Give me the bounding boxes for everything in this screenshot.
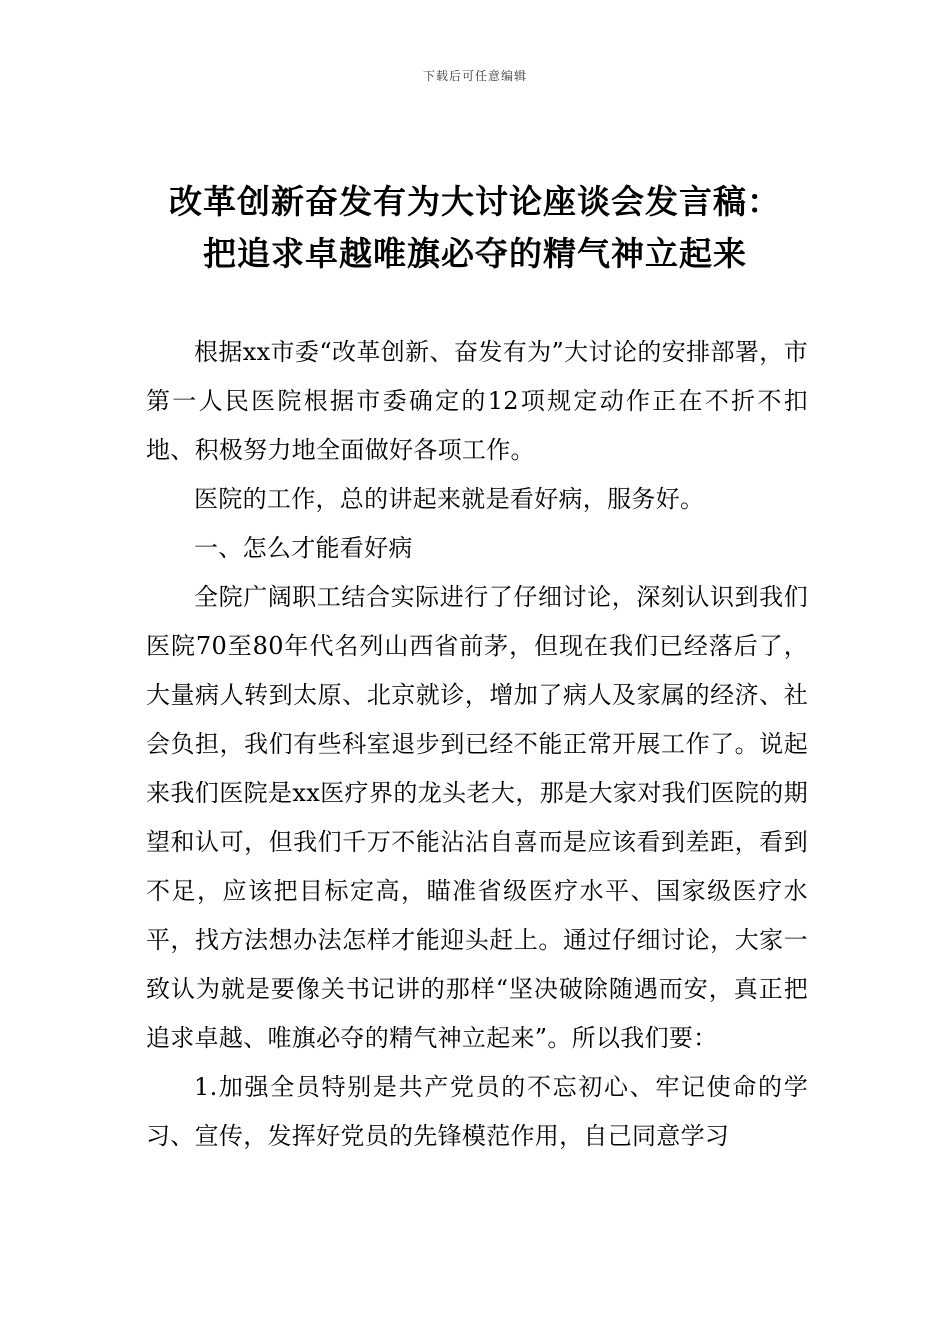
paragraph-intro: 根据xx市委“改革创新、奋发有为”大讨论的安排部署，市第一人民医院根据市委确定的12项规定动作正在不折不扣地、积极努力地全面做好各项工作。: [146, 338, 808, 464]
paragraph-discussion: 全院广阔职工结合实际进行了仔细讨论，深刻认识到我们医院70至80年代名列山西省前茅，但现在我们已经落后了，大量病人转到太原、北京就诊，增加了病人及家属的经济、社会负担，我们有些科室退步到已经不能正常开展工作了。说起来我们医院是xx医疗界的龙头老大，那是大家对我们医院的期望和认可，但我们千万不能沾沾自喜而是应该看到差距，看到不足，应该把目标定高，瞄准省级医疗水平、国家级医疗水平，找方法想办法怎样才能迎头赶上。通过仔细讨论，大家一致认为就是要像关书记讲的那样“坚决破除随遇而安，真正把追求卓越、唯旗必夺的精气神立起来”。所以我们要：: [146, 583, 808, 1052]
title-line-1: 改革创新奋发有为大讨论座谈会发言稿：: [169, 182, 781, 221]
header-note: 下载后可任意编辑: [422, 69, 527, 83]
list-item-1: 1.加强全员特别是共产党员的不忘初心、牢记使命的学习、宣传，发挥好党员的先锋模范作用，自己同意学习: [146, 1073, 808, 1150]
document-body: [146, 328, 808, 1161]
document-title: [60, 176, 890, 280]
section-heading-1: 一、怎么才能看好病: [194, 534, 413, 562]
paragraph-summary: 医院的工作，总的讲起来就是看好病，服务好。: [194, 485, 705, 513]
title-line-2: 把追求卓越唯旗必夺的精气神立起来: [203, 234, 747, 273]
